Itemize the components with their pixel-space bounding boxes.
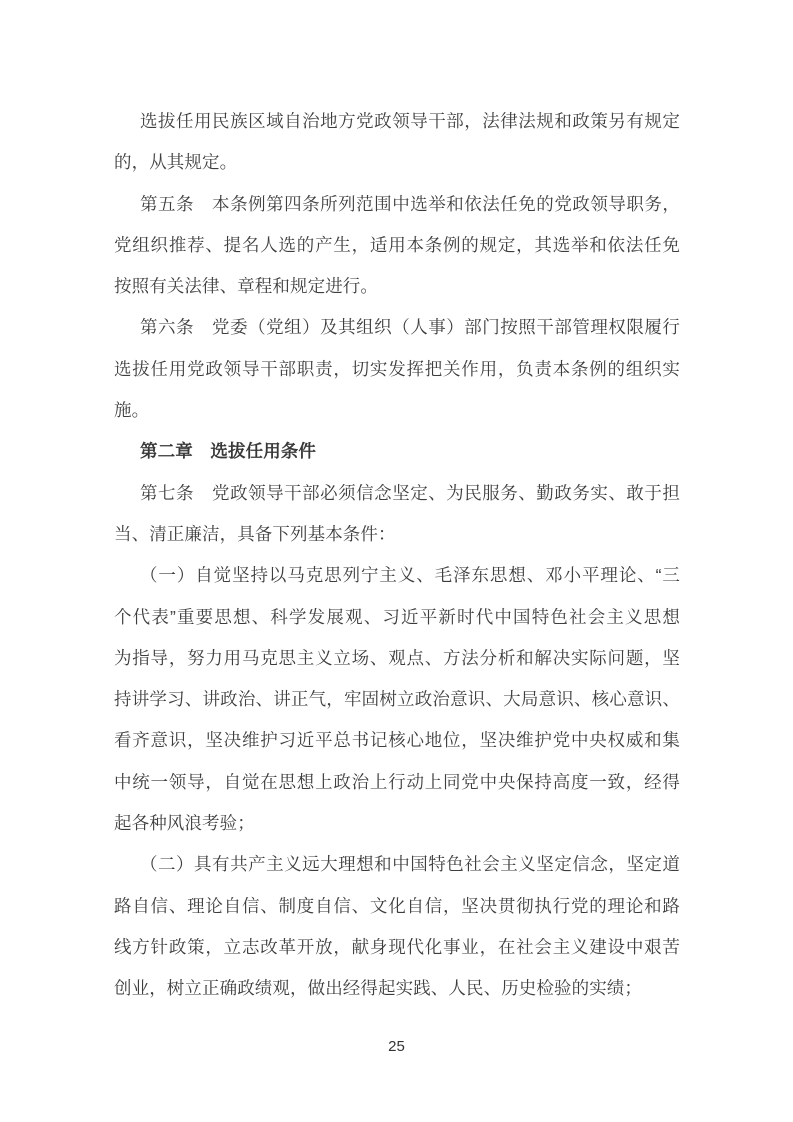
text-line: 个代表”重要思想、科学发展观、习近平新时代中国特色社会主义思想 xyxy=(114,606,680,627)
text-line: 为指导，努力用马克思主义立场、观点、方法分析和解决实际问题，坚 xyxy=(114,647,680,668)
paragraph-item-2 xyxy=(114,844,680,1009)
text-line: 党组织推荐、提名人选的产生，适用本条例的规定，其选举和依法任免 xyxy=(114,234,680,255)
text-line: 的，从其规定。 xyxy=(114,152,238,173)
heading-text-line: 第二章 选拔任用条件 xyxy=(140,441,316,462)
text-line: 第六条 党委（党组）及其组织（人事）部门按照干部管理权限履行 xyxy=(140,317,680,338)
text-line: 中统一领导，自觉在思想上政治上行动上同党中央保持高度一致，经得 xyxy=(114,771,680,792)
paragraph-ethnic-regions-provision xyxy=(114,101,680,184)
text-line: 第五条 本条例第四条所列范围中选举和依法任免的党政领导职务， xyxy=(140,193,680,214)
text-line: 线方针政策，立志改革开放，献身现代化事业，在社会主义建设中艰苦 xyxy=(114,936,680,957)
text-line: （二）具有共产主义远大理想和中国特色社会主义坚定信念，坚定道 xyxy=(140,854,680,875)
document-body xyxy=(114,101,680,1010)
text-line: 第七条 党政领导干部必须信念坚定、为民服务、勤政务实、敢于担 xyxy=(140,482,680,503)
text-line: 按照有关法律、章程和规定进行。 xyxy=(114,276,378,297)
text-line: 持讲学习、讲政治、讲正气，牢固树立政治意识、大局意识、核心意识、 xyxy=(114,689,680,710)
paragraph-article-6 xyxy=(114,307,680,431)
text-line: 看齐意识，坚决维护习近平总书记核心地位，坚决维护党中央权威和集 xyxy=(114,730,680,751)
text-line: 选拔任用民族区域自治地方党政领导干部，法律法规和政策另有规定 xyxy=(140,111,680,131)
paragraph-item-1 xyxy=(114,555,680,844)
text-line: 选拔任用党政领导干部职责，切实发挥把关作用，负责本条例的组织实 xyxy=(114,358,680,379)
text-line: 起各种风浪考验； xyxy=(114,813,255,834)
paragraph-article-7 xyxy=(114,473,680,556)
text-line: 当、清正廉洁，具备下列基本条件： xyxy=(114,523,396,544)
text-line: 施。 xyxy=(114,400,150,421)
paragraph-article-5 xyxy=(114,184,680,308)
page-number: 25 xyxy=(388,1038,405,1055)
text-line: （一）自觉坚持以马克思列宁主义、毛泽东思想、邓小平理论、“三 xyxy=(140,565,680,586)
chapter-2-heading xyxy=(114,431,680,472)
text-line: 创业，树立正确政绩观，做出经得起实践、人民、历史检验的实绩； xyxy=(114,978,642,999)
text-line: 路自信、理论自信、制度自信、文化自信，坚决贯彻执行党的理论和路 xyxy=(114,895,680,916)
